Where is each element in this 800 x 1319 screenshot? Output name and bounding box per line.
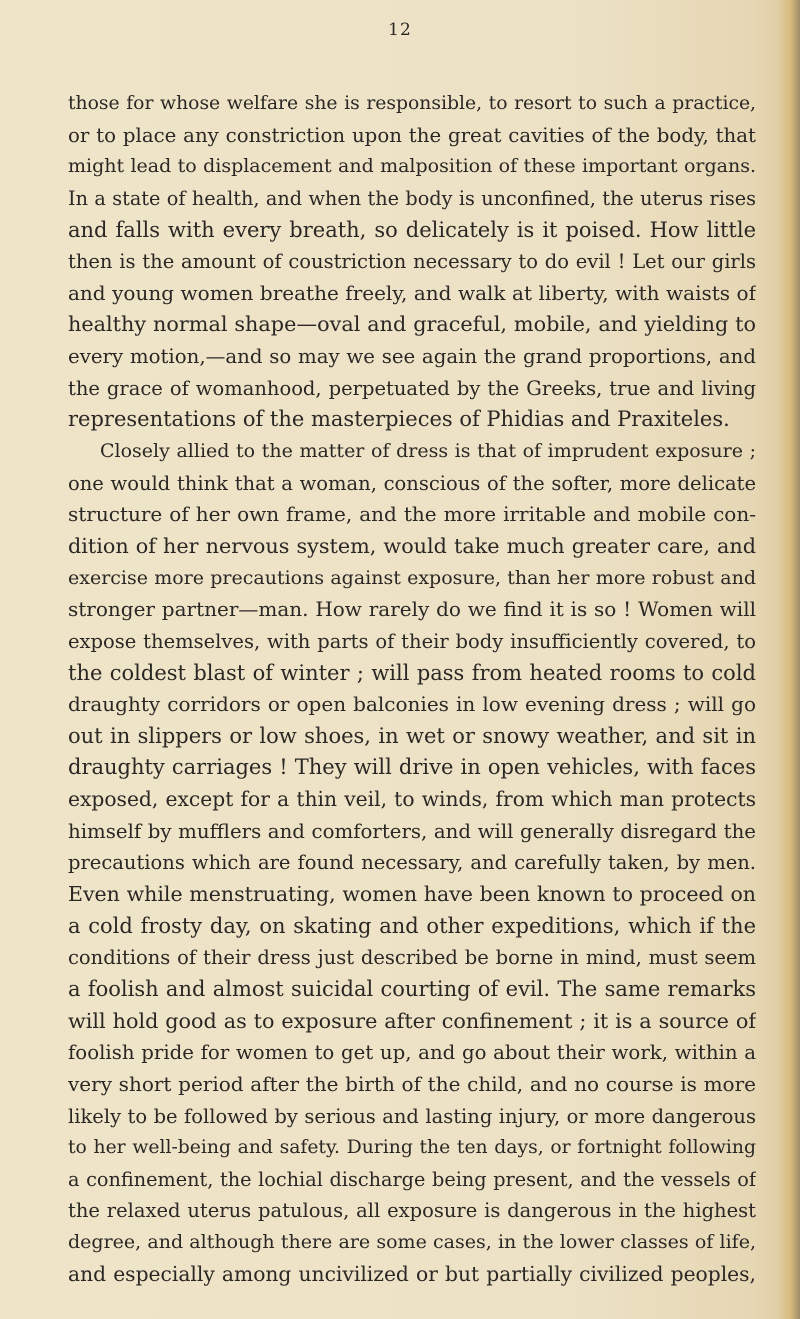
text-line: then is the amount of coustriction necessary to do evil ! Let our girls xyxy=(68,250,756,274)
text-line: one would think that a woman, conscious of the softer, more delicate xyxy=(68,471,756,495)
text-line: and falls with every breath, so delicately is it poised. How little xyxy=(68,217,756,242)
text-line: very short period after the birth of the child, and no course is more xyxy=(68,1071,756,1096)
text-line: In a state of health, and when the body is unconfined, the uterus rises xyxy=(68,186,756,210)
text-line: those for whose welfare she is responsible, to resort to such a practice, xyxy=(68,93,756,114)
text-line: out in slippers or low shoes, in wet or snowy weather, and sit in xyxy=(68,723,756,748)
text-line: degree, and although there are some cases, in the lower classes of life, xyxy=(68,1231,756,1254)
text-line: foolish pride for women to get up, and go about their work, within a xyxy=(68,1041,756,1065)
text-line: will hold good as to exposure after confinement ; it is a source of xyxy=(68,1008,756,1033)
page-number: 12 xyxy=(388,20,412,40)
text-line: the grace of womanhood, perpetuated by the Greeks, true and living xyxy=(68,376,756,400)
text-line: a foolish and almost suicidal courting of evil. The same remarks xyxy=(68,976,756,1001)
text-line: draughty carriages ! They will drive in open vehicles, with faces xyxy=(68,755,756,780)
paragraph-start-line: Closely allied to the matter of dress is that of imprudent exposure ; xyxy=(100,440,756,463)
text-line: a confinement, the lochial discharge being present, and the vessels of xyxy=(68,1167,756,1191)
text-line: the coldest blast of winter ; will pass from heated rooms to cold xyxy=(68,660,756,685)
body-text xyxy=(68,88,756,1290)
text-line: exposed, except for a thin veil, to winds, from which man protects xyxy=(68,787,756,812)
page-edge-shadow xyxy=(778,0,800,1319)
text-line: himself by mufflers and comforters, and will generally disregard the xyxy=(68,819,756,843)
text-line: expose themselves, with parts of their body insufficiently covered, to xyxy=(68,629,756,653)
text-line: every motion,—and so may we see again the grand proportions, and xyxy=(68,345,756,369)
text-line: draughty corridors or open balconies in low evening dress ; will go xyxy=(68,692,756,717)
text-line: Even while menstruating, women have been known to proceed on xyxy=(68,882,756,907)
text-line: the relaxed uterus patulous, all exposure is dangerous in the highest xyxy=(68,1199,756,1223)
text-line: likely to be followed by serious and lasting injury, or more dangerous xyxy=(68,1104,756,1128)
text-line: healthy normal shape—oval and graceful, mobile, and yielding to xyxy=(68,312,756,337)
text-line: representations of the masterpieces of Phidias and Praxiteles. xyxy=(68,407,730,432)
text-line: to her well-being and safety. During the ten days, or fortnight following xyxy=(68,1137,756,1159)
text-line: structure of her own frame, and the more irritable and mobile con- xyxy=(68,502,756,527)
text-line: and especially among uncivilized or but partially civilized peoples, xyxy=(68,1261,756,1286)
text-line: conditions of their dress just described be borne in mind, must seem xyxy=(68,946,756,970)
text-line: or to place any constriction upon the great cavities of the body, that xyxy=(68,123,756,147)
text-line: precautions which are found necessary, and carefully taken, by men. xyxy=(68,851,756,875)
text-line: dition of her nervous system, would take much greater care, and xyxy=(68,533,756,558)
text-line: and young women breathe freely, and walk at liberty, with waists of xyxy=(68,280,756,305)
text-line: exercise more precautions against exposure, than her more robust and xyxy=(68,566,756,589)
text-line: a cold frosty day, on skating and other expeditions, which if the xyxy=(68,913,756,938)
text-line: stronger partner—man. How rarely do we find it is so ! Women will xyxy=(68,597,756,622)
text-line: might lead to displacement and malposition of these important organs. xyxy=(68,155,756,178)
